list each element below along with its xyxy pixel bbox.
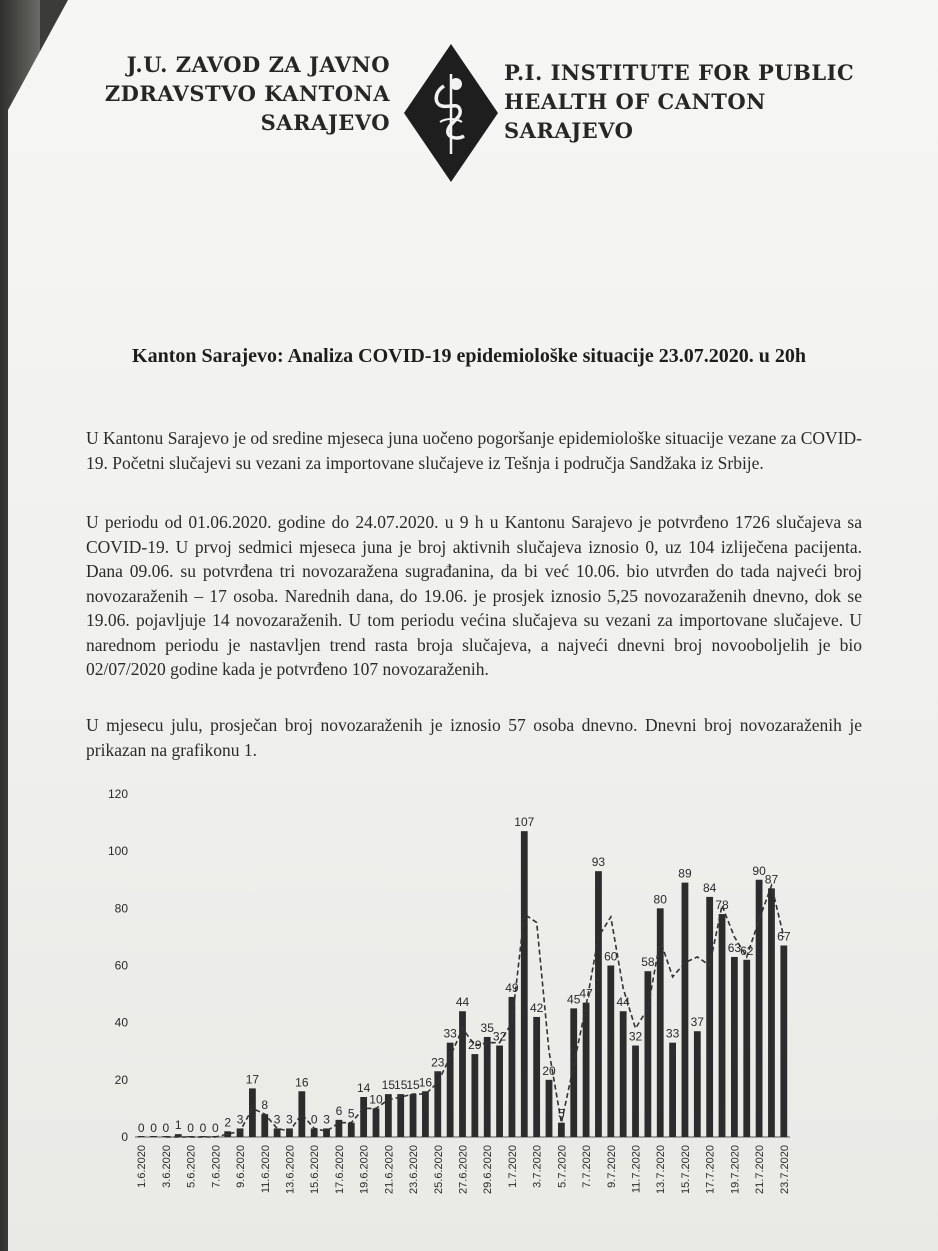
data-label: 23 (431, 1055, 445, 1070)
institute-name-english (504, 58, 854, 145)
data-label: 8 (261, 1098, 269, 1113)
data-label: 3 (323, 1112, 330, 1127)
bar (373, 1108, 380, 1137)
data-label: 47 (579, 986, 593, 1001)
data-label: 5 (347, 1106, 355, 1121)
data-label: 2 (224, 1115, 232, 1130)
data-label: 0 (211, 1121, 219, 1135)
data-label: 0 (150, 1121, 157, 1135)
data-label: 44 (616, 995, 630, 1010)
x-tick-label: 25.6.2020 (432, 1145, 445, 1194)
bar (150, 1136, 157, 1137)
data-label: 5 (558, 1106, 565, 1121)
bar (546, 1080, 553, 1137)
x-tick-label: 17.6.2020 (333, 1145, 346, 1194)
x-tick-label: 19.6.2020 (358, 1145, 371, 1194)
x-tick-label: 1.7.2020 (506, 1145, 519, 1188)
x-tick-label: 15.6.2020 (309, 1145, 322, 1194)
data-label: 0 (199, 1121, 207, 1135)
bar (261, 1114, 268, 1137)
data-label: 32 (492, 1029, 507, 1044)
bar (397, 1094, 404, 1137)
data-label: 14 (356, 1080, 371, 1095)
x-tick-label: 5.6.2020 (185, 1145, 198, 1188)
bar (471, 1054, 478, 1137)
data-label: 3 (236, 1112, 244, 1127)
data-label: 87 (764, 872, 779, 887)
x-tick-label: 7.7.2020 (581, 1145, 594, 1188)
data-label: 15 (394, 1078, 408, 1093)
y-tick-label: 60 (114, 958, 128, 973)
data-label: 78 (715, 898, 729, 913)
data-label: 6 (335, 1103, 343, 1118)
data-label: 10 (369, 1092, 383, 1107)
x-tick-label: 11.7.2020 (630, 1145, 643, 1194)
data-label: 15 (406, 1078, 420, 1093)
data-label: 49 (505, 980, 519, 995)
data-label: 93 (591, 855, 606, 870)
bar (743, 960, 750, 1137)
data-label: 15 (381, 1078, 396, 1093)
bar (768, 888, 775, 1137)
data-label: 0 (137, 1121, 145, 1135)
bar (719, 914, 726, 1137)
data-label: 17 (245, 1072, 260, 1087)
bar (595, 871, 602, 1137)
bar (274, 1128, 281, 1137)
x-tick-label: 23.6.2020 (408, 1145, 421, 1194)
x-tick-label: 11.6.2020 (259, 1145, 272, 1194)
bar (410, 1094, 417, 1137)
bar (521, 831, 528, 1137)
data-label: 33 (443, 1026, 457, 1041)
y-tick-label: 0 (121, 1130, 128, 1144)
data-label: 89 (678, 866, 692, 881)
bar (731, 957, 738, 1137)
data-label: 33 (665, 1026, 680, 1041)
data-label: 29 (468, 1038, 482, 1053)
data-label: 3 (273, 1112, 281, 1127)
paragraph: U periodu od 01.06.2020. godine do 24.07.2020. u 9 h u Kantonu Sarajevo je potvrđeno 1726 slučajeva sa COVID-19. U prvoj sedmici mjeseca juna je broj aktivnih slučajeva iznosio 0, uz 104 izliječena pacijenta. Dana 09.06. su potvrđena tri novozaražena sugrađanina, da bi već 10.06. bio utvrđen do tada najveći broj novozaraženih – 17 osoba. Narednih dana, do 19.06. je prosjek iznosio 5,25 novozaraženih dnevno, dok se 19.06. pojavljuje 14 novozaraženih. U tom periodu većina slučajeva su vezani za importovane slučajeve. U narednom periodu je nastavljen trend rasta broja slučajeva, a najveći dnevni broj novooboljelih je bio 02/07/2020 godine kada je potvrđeno 107 novozaraženih. (86, 512, 862, 679)
bar (348, 1123, 355, 1137)
data-label: 3 (286, 1112, 293, 1127)
bar (138, 1136, 145, 1137)
header-right-line: HEALTH OF CANTON (504, 89, 766, 114)
header-left-line: ZDRAVSTVO KANTONA (104, 81, 390, 106)
y-tick-label: 40 (114, 1015, 128, 1030)
bar (533, 1017, 540, 1137)
bar (558, 1123, 565, 1137)
bar (780, 945, 787, 1137)
bar (620, 1011, 627, 1137)
x-tick-label: 21.6.2020 (383, 1145, 396, 1194)
data-label: 0 (310, 1112, 318, 1127)
x-tick-label: 15.7.2020 (679, 1145, 692, 1194)
bar (360, 1097, 367, 1137)
data-label: 84 (702, 880, 717, 895)
bar (607, 966, 614, 1138)
bar (249, 1088, 256, 1137)
bar (682, 883, 689, 1137)
x-tick-label: 27.6.2020 (457, 1145, 470, 1194)
header-right-line: P.I. INSTITUTE FOR PUBLIC (504, 60, 855, 85)
x-tick-label: 5.7.2020 (556, 1145, 569, 1188)
header-left-line: J.U. ZAVOD ZA JAVNO (126, 52, 390, 77)
x-tick-label: 13.6.2020 (284, 1145, 297, 1194)
institute-logo (404, 44, 498, 182)
data-label: 20 (542, 1063, 556, 1078)
data-label: 58 (641, 955, 655, 970)
data-label: 1 (174, 1118, 182, 1133)
bar (422, 1091, 429, 1137)
header-right-line: SARAJEVO (504, 118, 634, 143)
data-label: 90 (752, 863, 766, 878)
x-tick-label: 19.7.2020 (729, 1145, 742, 1194)
bar (669, 1043, 676, 1137)
x-tick-label: 9.6.2020 (235, 1145, 248, 1188)
data-label: 42 (529, 1000, 544, 1015)
data-label: 60 (604, 949, 618, 964)
x-tick-label: 1.6.2020 (136, 1145, 149, 1188)
data-label: 0 (187, 1121, 194, 1135)
bar (286, 1128, 293, 1137)
data-label: 0 (162, 1121, 170, 1135)
document-title: Kanton Sarajevo: Analiza COVID-19 epidemiološke situacije 23.07.2020. u 20h (132, 345, 806, 367)
institute-name-local (90, 50, 390, 137)
data-label: 16 (295, 1075, 309, 1090)
header-left-line: SARAJEVO (260, 110, 390, 135)
x-tick-label: 23.7.2020 (778, 1145, 791, 1194)
bar (706, 897, 713, 1137)
x-tick-label: 17.7.2020 (704, 1145, 717, 1194)
data-label: 35 (480, 1020, 494, 1035)
x-tick-label: 3.7.2020 (531, 1145, 544, 1188)
data-label: 67 (777, 929, 791, 944)
x-tick-label: 21.7.2020 (754, 1145, 767, 1194)
paragraph: U Kantonu Sarajevo je od sredine mjeseca juna uočeno pogoršanje epidemiološke situacije vezane za COVID-19. Početni slučajevi su vezani za importovane slučajeve iz Tešnja i područja Sandžaka iz Srbije. (86, 428, 862, 473)
bar (583, 1003, 590, 1137)
paragraph: U mjesecu julu, prosječan broj novozaraženih je iznosio 57 osoba dnevno. Dnevni broj novozaraženih je prikazan na grafikonu 1. (86, 715, 862, 760)
y-tick-label: 100 (107, 844, 128, 859)
daily-cases-chart (90, 780, 810, 1210)
data-label: 45 (567, 992, 581, 1007)
x-tick-label: 13.7.2020 (655, 1145, 668, 1194)
data-label: 32 (628, 1029, 643, 1044)
x-tick-label: 9.7.2020 (605, 1145, 618, 1188)
bar (509, 997, 516, 1137)
y-tick-label: 20 (114, 1072, 128, 1087)
x-tick-label: 3.6.2020 (160, 1145, 173, 1188)
data-label: 16 (418, 1075, 433, 1090)
data-label: 62 (740, 943, 754, 958)
data-label: 80 (653, 892, 667, 907)
data-label: 44 (455, 995, 470, 1010)
bar (632, 1046, 639, 1137)
y-tick-label: 120 (107, 787, 128, 801)
data-label: 37 (690, 1015, 704, 1030)
bar (298, 1091, 305, 1137)
bar (496, 1046, 503, 1137)
data-label: 63 (727, 940, 742, 955)
bar (694, 1031, 701, 1137)
data-label: 107 (514, 815, 535, 830)
x-tick-label: 7.6.2020 (210, 1145, 223, 1188)
x-tick-label: 29.6.2020 (482, 1145, 495, 1194)
bar (484, 1037, 491, 1137)
y-tick-label: 80 (114, 901, 128, 916)
